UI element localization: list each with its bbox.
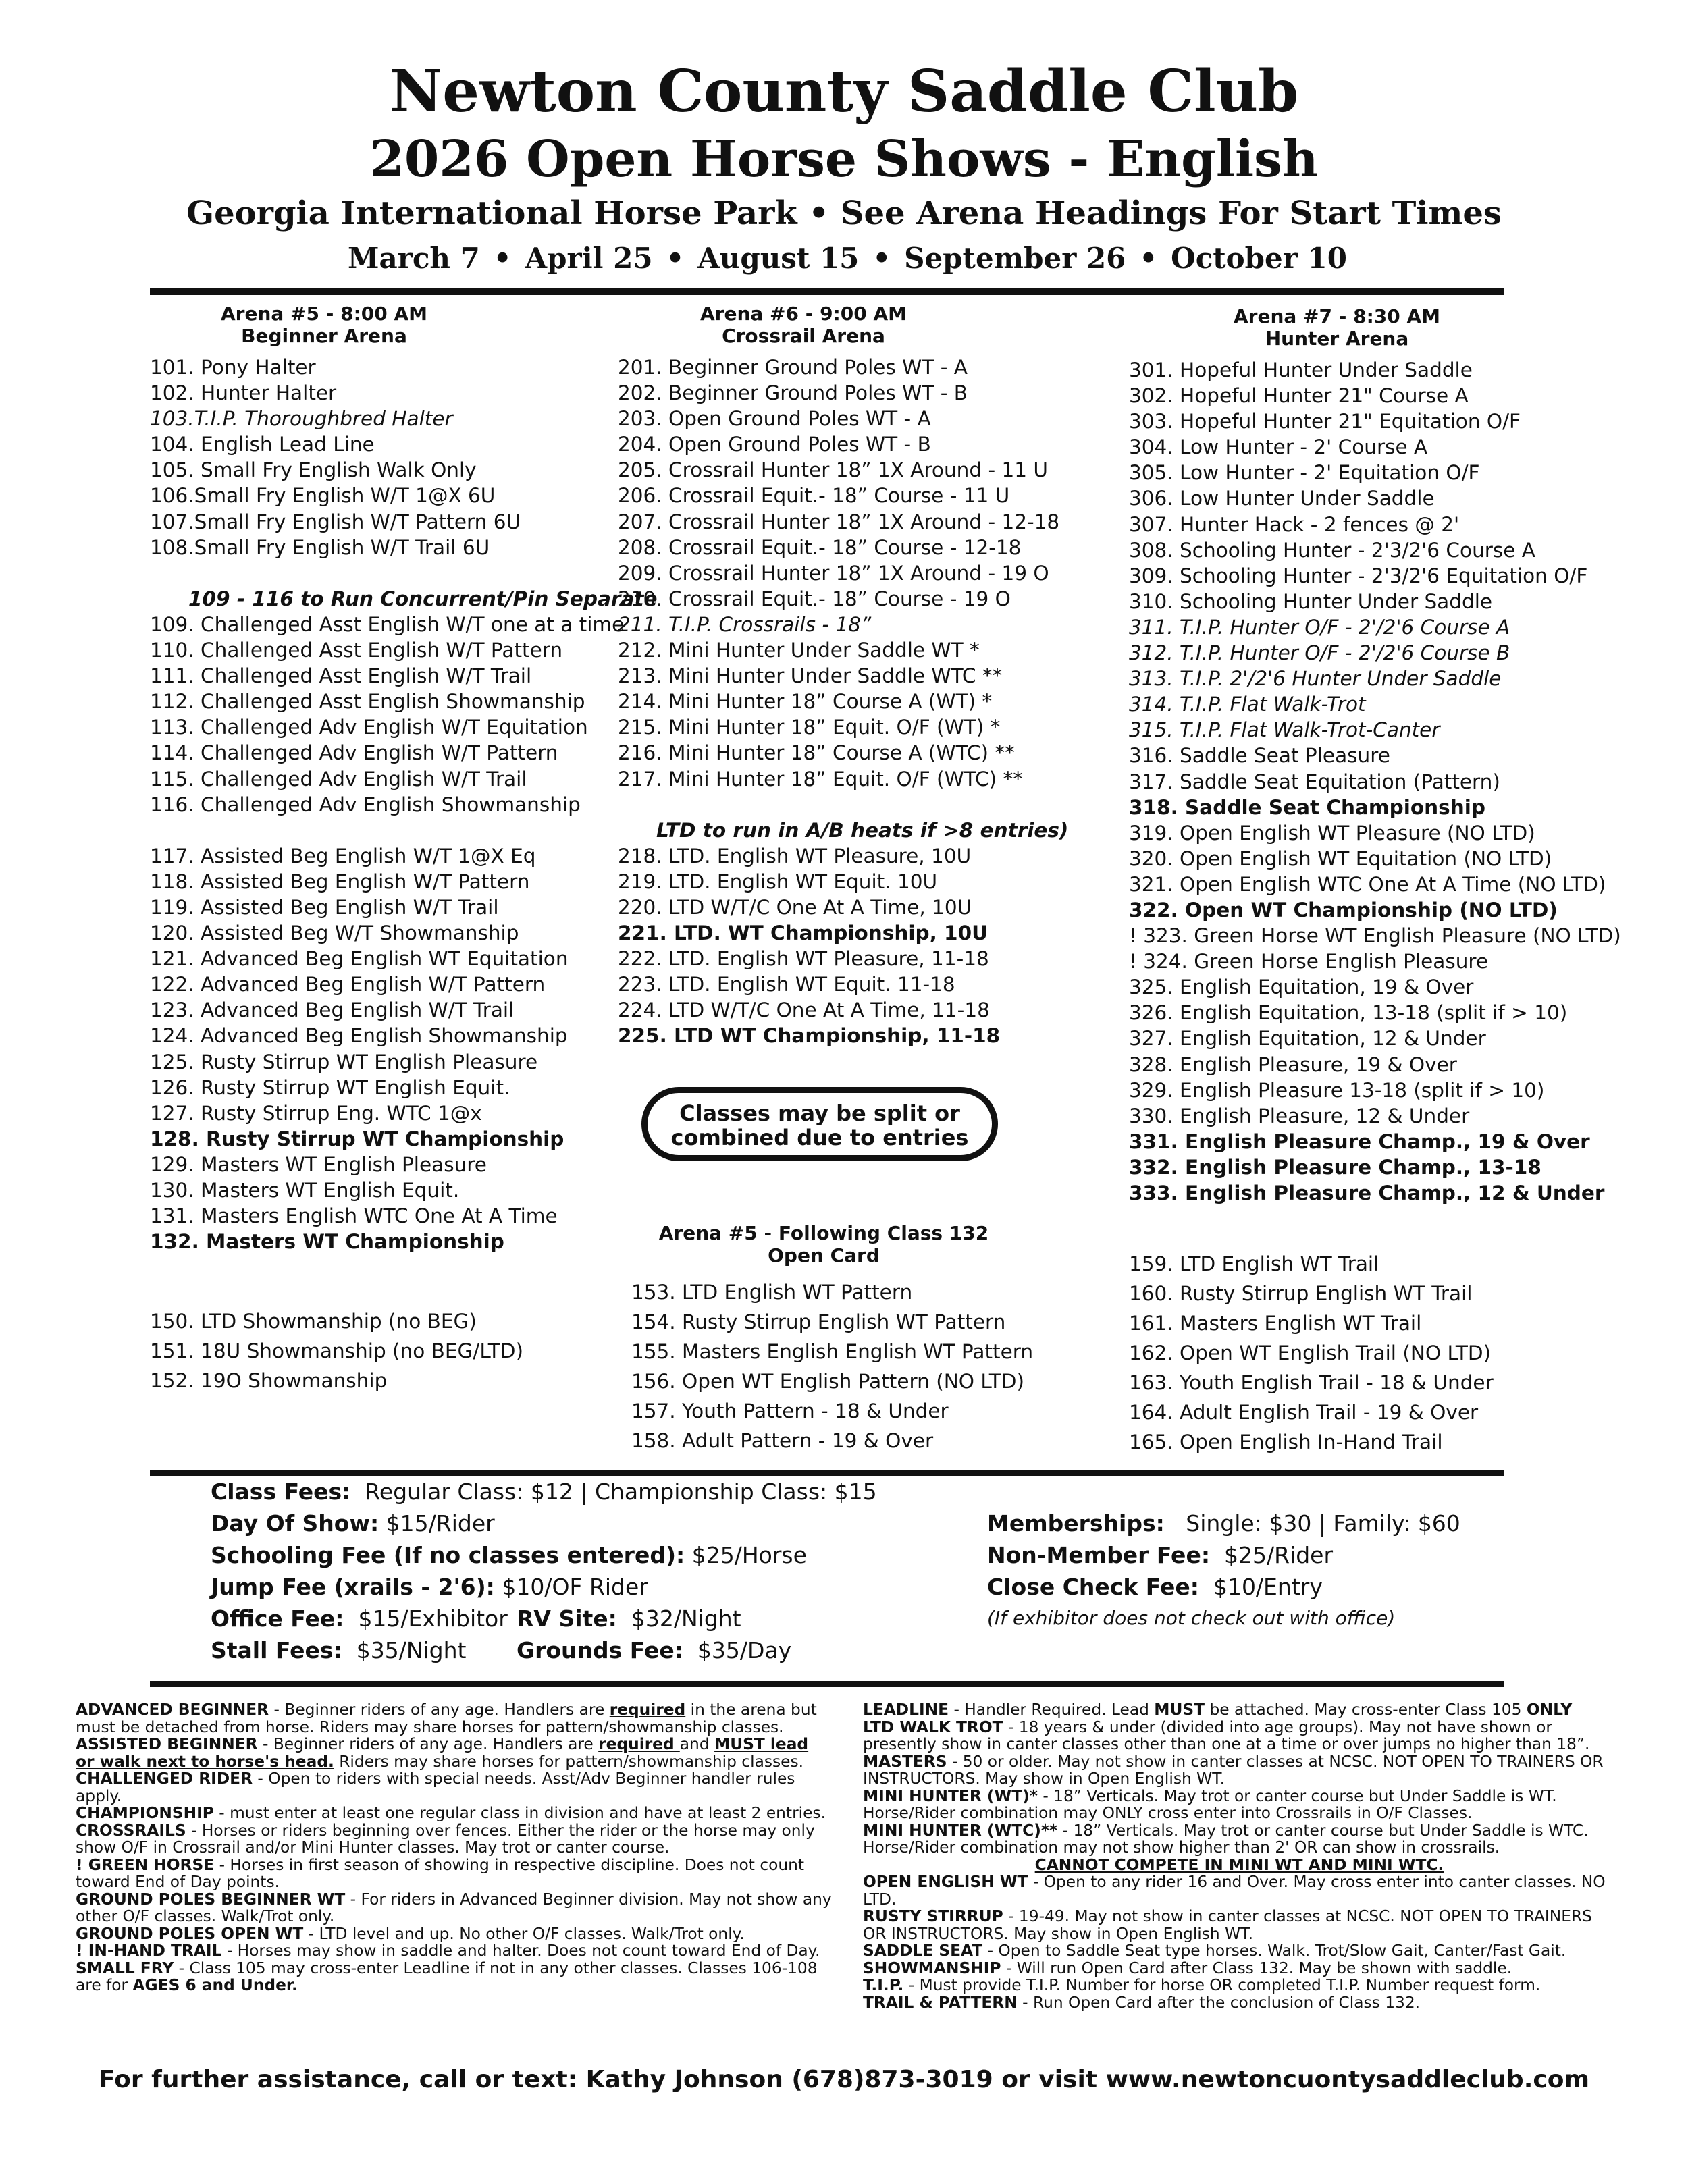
date-separator: •: [1139, 242, 1158, 275]
class-item: 316. Saddle Seat Pleasure: [1129, 744, 1390, 768]
fee-value: $10/OF Rider: [502, 1574, 648, 1600]
definitions-right: [863, 1701, 1616, 2011]
definition-entry: [76, 1701, 832, 1736]
split-notice-badge: [641, 1087, 998, 1161]
class-item: 117. Assisted Beg English W/T 1@X Eq: [150, 844, 536, 868]
class-item: 205. Crossrail Hunter 18” 1X Around - 11 U: [618, 458, 1048, 482]
class-item: 129. Masters WT English Pleasure: [150, 1152, 487, 1176]
class-item: 221. LTD. WT Championship, 10U: [618, 922, 988, 945]
definition-term: OPEN ENGLISH WT: [863, 1873, 1028, 1891]
class-item: 311. T.I.P. Hunter O/F - 2'/2'6 Course A: [1129, 615, 1510, 639]
non-member-fee: [987, 1542, 1333, 1568]
class-item: 301. Hopeful Hunter Under Saddle: [1129, 358, 1473, 381]
fee-label: Non-Member Fee:: [987, 1542, 1211, 1568]
list-item: 163. Youth English Trail - 18 & Under: [1129, 1371, 1494, 1394]
class-item: 128. Rusty Stirrup WT Championship: [150, 1127, 564, 1150]
class-item: 326. English Equitation, 13-18 (split if > 10): [1129, 1001, 1568, 1025]
definition-entry: [863, 1942, 1616, 1960]
definition-text: - must enter at least one regular class in division and have at least 2 entries.: [213, 1804, 826, 1822]
class-item: 206. Crossrail Equit.- 18” Course - 11 U: [618, 484, 1010, 508]
class-item: 109. Challenged Asst English W/T one at a time: [150, 612, 625, 636]
definition-text: - Horses may show in saddle and halter. Does not count toward End of Day.: [221, 1942, 820, 1960]
rv-site-fee: [517, 1605, 741, 1632]
class-item: 318. Saddle Seat Championship: [1129, 795, 1485, 819]
list-spacer: [618, 792, 1068, 818]
class-item: 201. Beginner Ground Poles WT - A: [618, 356, 968, 379]
class-item: 325. English Equitation, 19 & Over: [1129, 976, 1474, 999]
fee-value: Single: $30 | Family: $60: [1186, 1510, 1460, 1537]
arena5-subtitle: Beginner Arena: [241, 325, 407, 347]
class-item: 123. Advanced Beg English W/T Trail: [150, 998, 515, 1022]
definition-entry: [863, 1873, 1616, 1908]
class-item: 319. Open English WT Pleasure (NO LTD): [1129, 821, 1535, 845]
arena6-heading: [682, 302, 925, 347]
definition-text: Riders may share horses for pattern/showmanship classes.: [334, 1752, 804, 1771]
class-item: 203. Open Ground Poles WT - A: [618, 407, 931, 431]
class-item: 132. Masters WT Championship: [150, 1230, 504, 1254]
date-separator: •: [666, 242, 685, 275]
definition-entry: [76, 1770, 832, 1805]
class-fees: [211, 1479, 877, 1505]
class-item: 329. English Pleasure 13-18 (split if > 10): [1129, 1078, 1545, 1102]
definition-term: LEADLINE: [863, 1701, 949, 1719]
show-date: March 7: [348, 242, 480, 275]
class-item: 328. English Pleasure, 19 & Over: [1129, 1053, 1457, 1076]
class-item: 106.Small Fry English W/T 1@X 6U: [150, 484, 496, 508]
grounds-fee: [517, 1637, 791, 1663]
definition-text: AGES 6 and Under.: [132, 1976, 298, 1994]
class-item: ! 323. Green Horse WT English Pleasure (NO LTD): [1129, 924, 1621, 948]
definition-entry: [76, 1960, 832, 1994]
class-item: 217. Mini Hunter 18” Equit. O/F (WTC) **: [618, 767, 1024, 791]
fee-note: (If exhibitor does not check out with office): [987, 1607, 1396, 1629]
definition-text: required: [598, 1735, 680, 1753]
class-item: 113. Challenged Adv English W/T Equitation: [150, 716, 588, 739]
open-card-subtitle: Open Card: [768, 1244, 880, 1267]
class-item: 222. LTD. English WT Pleasure, 11-18: [618, 947, 989, 971]
class-item: 220. LTD W/T/C One At A Time, 10U: [618, 895, 972, 919]
definition-term: RUSTY STIRRUP: [863, 1907, 1003, 1925]
class-item: 214. Mini Hunter 18” Course A (WT) *: [618, 690, 993, 714]
arena5-title: Arena #5 - 8:00 AM: [220, 302, 428, 325]
class-item: 321. Open English WTC One At A Time (NO LTD): [1129, 872, 1606, 896]
list-item: 164. Adult English Trail - 19 & Over: [1129, 1401, 1479, 1424]
definition-entry: [76, 1942, 832, 1960]
definition-text: MUST: [1154, 1701, 1205, 1719]
definition-text: in the arena but must be detached from horse. Riders may share horses for pattern/showmanship classes.: [76, 1701, 817, 1736]
fee-label: RV Site:: [517, 1605, 617, 1632]
list-item: 153. LTD English WT Pattern: [631, 1281, 913, 1304]
list-item: 152. 19O Showmanship: [150, 1369, 388, 1392]
class-item: 102. Hunter Halter: [150, 381, 337, 405]
definition-term: MINI HUNTER (WT)*: [863, 1786, 1038, 1805]
section-note: LTD to run in A/B heats if >8 entries): [656, 818, 1069, 842]
class-item: 309. Schooling Hunter - 2'3/2'6 Equitation O/F: [1129, 564, 1588, 587]
definition-text: be attached. May cross-enter Class 105: [1205, 1701, 1527, 1719]
page-subtitle: 2026 Open Horse Shows - English: [369, 130, 1319, 188]
definitions-left: [76, 1701, 832, 1994]
close-check-fee: [987, 1574, 1323, 1600]
definition-text: - Beginner riders of any age. Handlers are: [257, 1735, 599, 1753]
arena5-class-list: [150, 354, 657, 1254]
definition-text: and: [679, 1735, 715, 1753]
date-separator: •: [493, 242, 512, 275]
fee-value: $15/Rider: [386, 1510, 495, 1537]
definition-text: - Handler Required. Lead: [949, 1701, 1155, 1719]
class-item: 125. Rusty Stirrup WT English Pleasure: [150, 1050, 538, 1073]
definition-term: TRAIL & PATTERN: [863, 1993, 1018, 2012]
class-item: 322. Open WT Championship (NO LTD): [1129, 898, 1558, 922]
definition-text: - 18” Verticals. May trot or canter course but Under Saddle is WT. Horse/Rider combination may ONLY cross enter into Crossrails in O/F Classes.: [863, 1786, 1557, 1822]
open-card-title: Arena #5 - Following Class 132: [658, 1222, 989, 1244]
definition-entry: [863, 1994, 1616, 2012]
class-item: 116. Challenged Adv English Showmanship: [150, 793, 581, 816]
fee-label: Jump Fee (xrails - 2'6):: [211, 1574, 495, 1600]
memberships-fee: [987, 1510, 1460, 1537]
class-item: 122. Advanced Beg English W/T Pattern: [150, 973, 546, 996]
class-item: 103.T.I.P. Thoroughbred Halter: [150, 407, 453, 431]
class-item: 207. Crossrail Hunter 18” 1X Around - 12-18: [618, 510, 1060, 533]
class-item: 223. LTD. English WT Equit. 11-18: [618, 973, 955, 996]
definition-text: - For riders in Advanced Beginner division. May not show any other O/F classes. Walk/Trot only.: [76, 1890, 832, 1925]
class-item: ! 324. Green Horse English Pleasure: [1129, 950, 1489, 974]
class-item: 105. Small Fry English Walk Only: [150, 458, 477, 482]
definition-term: CHALLENGED RIDER: [76, 1769, 253, 1788]
definition-text: ONLY: [1526, 1701, 1573, 1719]
class-item: 104. English Lead Line: [150, 433, 375, 456]
arena6-title: Arena #6 - 9:00 AM: [700, 302, 907, 325]
definition-entry: [863, 1960, 1616, 1977]
definition-text: - Horses in first season of showing in respective discipline. Does not count toward End of Day points.: [76, 1855, 805, 1891]
definition-text: - Open to riders with special needs. Asst/Adv Beginner handler rules apply.: [76, 1769, 795, 1805]
class-item: 225. LTD WT Championship, 11-18: [618, 1024, 1001, 1048]
class-item: 121. Advanced Beg English WT Equitation: [150, 947, 569, 971]
definition-term: ! IN-HAND TRAIL: [76, 1942, 222, 1960]
class-item: 216. Mini Hunter 18” Course A (WTC) **: [618, 741, 1015, 765]
top-divider: [150, 288, 1504, 295]
fee-label: Memberships:: [987, 1510, 1165, 1537]
class-item: 110. Challenged Asst English W/T Pattern: [150, 639, 563, 662]
class-item: 112. Challenged Asst English Showmanship: [150, 690, 585, 714]
notice-line: Classes may be split or: [679, 1100, 960, 1126]
definition-term: ! GREEN HORSE: [76, 1855, 215, 1874]
class-item: 212. Mini Hunter Under Saddle WT *: [618, 639, 980, 662]
definition-term: SHOWMANSHIP: [863, 1959, 1001, 1977]
jump-fee: [211, 1574, 648, 1600]
pattern-list: [631, 1277, 1033, 1456]
definition-entry: [863, 1857, 1616, 1874]
show-date: September 26: [904, 242, 1126, 275]
showmanship-list: [150, 1306, 523, 1395]
open-card-heading: [648, 1222, 999, 1267]
list-spacer: [150, 818, 657, 843]
show-date: October 10: [1171, 242, 1347, 275]
list-item: 154. Rusty Stirrup English WT Pattern: [631, 1310, 1006, 1333]
definition-text: - Open to any rider 16 and Over. May cross enter into canter classes. NO LTD.: [863, 1873, 1606, 1909]
close-check-note: [987, 1603, 1395, 1630]
definition-term: ASSISTED BEGINNER: [76, 1735, 258, 1753]
definition-text: - Horses or riders beginning over fences. Either the rider or the horse may only show O/F in Crossrail and/or Mini Hunter classes. May trot or canter course.: [76, 1821, 815, 1857]
class-item: 210. Crossrail Equit.- 18” Course - 19 O: [618, 587, 1011, 610]
definition-entry: [863, 1977, 1616, 1994]
list-item: 158. Adult Pattern - 19 & Over: [631, 1429, 934, 1452]
definition-text: - Run Open Card after the conclusion of Class 132.: [1017, 1993, 1421, 2012]
class-item: 315. T.I.P. Flat Walk-Trot-Canter: [1129, 718, 1440, 742]
definition-emphasis: CANNOT COMPETE IN MINI WT AND MINI WTC.: [1034, 1855, 1444, 1874]
stall-fee: [211, 1637, 466, 1663]
class-item: 310. Schooling Hunter Under Saddle: [1129, 589, 1493, 613]
definition-entry: [76, 1805, 832, 1822]
fee-value: $25/Rider: [1224, 1542, 1334, 1568]
definition-term: GROUND POLES BEGINNER WT: [76, 1890, 346, 1909]
fee-label: Day Of Show:: [211, 1510, 379, 1537]
definition-entry: [76, 1822, 832, 1857]
definition-entry: [76, 1891, 832, 1925]
class-item: 218. LTD. English WT Pleasure, 10U: [618, 844, 972, 868]
class-item: 131. Masters English WTC One At A Time: [150, 1204, 558, 1228]
arena7-subtitle: Hunter Arena: [1265, 327, 1409, 350]
definition-term: CHAMPIONSHIP: [76, 1804, 214, 1822]
list-item: 161. Masters English WT Trail: [1129, 1312, 1422, 1335]
fee-label: Stall Fees:: [211, 1637, 342, 1663]
class-item: 317. Saddle Seat Equitation (Pattern): [1129, 770, 1500, 793]
definition-entry: [76, 1857, 832, 1891]
list-item: 159. LTD English WT Trail: [1129, 1252, 1379, 1275]
venue-line: Georgia International Horse Park • See Arena Headings For Start Times: [186, 194, 1502, 232]
class-item: 215. Mini Hunter 18” Equit. O/F (WT) *: [618, 716, 1001, 739]
fee-value: $25/Horse: [691, 1542, 807, 1568]
list-item: 151. 18U Showmanship (no BEG/LTD): [150, 1339, 523, 1362]
class-item: 120. Assisted Beg W/T Showmanship: [150, 922, 519, 945]
class-item: 119. Assisted Beg English W/T Trail: [150, 895, 499, 919]
definition-term: MASTERS: [863, 1752, 947, 1771]
class-item: 303. Hopeful Hunter 21" Equitation O/F: [1129, 410, 1521, 433]
class-item: 107.Small Fry English W/T Pattern 6U: [150, 510, 521, 533]
definition-entry: [76, 1925, 832, 1943]
fee-value: $10/Entry: [1213, 1574, 1323, 1600]
definition-text: - Class 105 may cross-enter Leadline if not in any other classes. Classes 106-108 are for: [76, 1959, 818, 1994]
class-item: 111. Challenged Asst English W/T Trail: [150, 664, 532, 688]
date-separator: •: [872, 242, 891, 275]
class-item: 332. English Pleasure Champ., 13-18: [1129, 1155, 1541, 1179]
definition-term: T.I.P.: [863, 1976, 904, 1994]
definition-term: MINI HUNTER (WTC)**: [863, 1821, 1058, 1840]
fees-bottom-divider: [150, 1681, 1504, 1687]
class-item: 118. Assisted Beg English W/T Pattern: [150, 870, 530, 893]
class-item: 130. Masters WT English Equit.: [150, 1179, 460, 1202]
definition-term: ADVANCED BEGINNER: [76, 1701, 269, 1719]
contact-footer: For further assistance, call or text: Kathy Johnson (678)873-3019 or visit www.newtoncuontysaddleclub.com: [99, 2066, 1589, 2094]
fee-label: Close Check Fee:: [987, 1574, 1199, 1600]
list-item: 150. LTD Showmanship (no BEG): [150, 1310, 477, 1333]
arena5-heading: [203, 302, 446, 347]
definition-entry: [863, 1753, 1616, 1788]
arena6-class-list: [618, 354, 1068, 1049]
fee-label: Schooling Fee (If no classes entered):: [211, 1542, 685, 1568]
class-item: 314. T.I.P. Flat Walk-Trot: [1129, 693, 1366, 716]
day-of-show-fee: [211, 1510, 495, 1537]
fee-value: $35/Night: [356, 1637, 467, 1663]
class-item: 333. English Pleasure Champ., 12 & Under: [1129, 1181, 1605, 1204]
schooling-fee: [211, 1542, 807, 1568]
arena7-heading: [1215, 305, 1458, 350]
class-item: 204. Open Ground Poles WT - B: [618, 433, 931, 456]
list-item: 162. Open WT English Trail (NO LTD): [1129, 1341, 1492, 1364]
definition-term: CROSSRAILS: [76, 1821, 186, 1840]
class-item: 219. LTD. English WT Equit. 10U: [618, 870, 938, 893]
office-fee: [211, 1605, 508, 1632]
class-item: 101. Pony Halter: [150, 356, 316, 379]
definition-text: - LTD level and up. No other O/F classes. Walk/Trot only.: [303, 1924, 745, 1943]
show-dates: [348, 242, 1347, 275]
fee-label: Grounds Fee:: [517, 1637, 683, 1663]
fee-value: $15/Exhibitor: [358, 1605, 508, 1632]
page-title: Newton County Saddle Club: [389, 57, 1299, 126]
list-item: 157. Youth Pattern - 18 & Under: [631, 1400, 949, 1422]
definition-text: MUST lead or walk next to horse's head.: [76, 1735, 809, 1771]
definition-entry: [863, 1822, 1616, 1857]
class-item: 211. T.I.P. Crossrails - 18”: [618, 612, 872, 636]
class-item: 305. Low Hunter - 2' Equitation O/F: [1129, 461, 1480, 485]
list-item: 156. Open WT English Pattern (NO LTD): [631, 1370, 1024, 1393]
definition-term: SADDLE SEAT: [863, 1942, 983, 1960]
definition-text: - 18 years & under (divided into age groups). May not have shown or presently show in canter classes other than one at a time or over jumps no higher than 18”.: [863, 1717, 1590, 1753]
definition-entry: [863, 1701, 1616, 1719]
definition-text: - Open to Saddle Seat type horses. Walk. Trot/Slow Gait, Canter/Fast Gait.: [982, 1942, 1566, 1960]
fees-top-divider: [150, 1470, 1504, 1476]
definition-term: GROUND POLES OPEN WT: [76, 1924, 304, 1943]
class-item: 331. English Pleasure Champ., 19 & Over: [1129, 1129, 1590, 1153]
definition-text: - 19-49. May not show in canter classes at NCSC. NOT OPEN TO TRAINERS OR INSTRUCTORS. May show in Open English WT.: [863, 1907, 1592, 1943]
show-date: April 25: [525, 242, 653, 275]
list-item: 160. Rusty Stirrup English WT Trail: [1129, 1282, 1473, 1305]
definition-entry: [76, 1736, 832, 1770]
class-item: 209. Crossrail Hunter 18” 1X Around - 19 O: [618, 561, 1049, 585]
class-item: 307. Hunter Hack - 2 fences @ 2': [1129, 512, 1460, 536]
fee-value: $35/Day: [697, 1637, 792, 1663]
definition-entry: [863, 1719, 1616, 1753]
show-date: August 15: [697, 242, 860, 275]
definition-text: - 50 or older. May not show in canter classes at NCSC. NOT OPEN TO TRAINERS OR INSTRUCTORS. May show in Open English WT.: [863, 1752, 1604, 1788]
class-item: 308. Schooling Hunter - 2'3/2'6 Course A: [1129, 538, 1535, 562]
definition-entry: [863, 1788, 1616, 1822]
fee-value: $32/Night: [631, 1605, 741, 1632]
class-item: 127. Rusty Stirrup Eng. WTC 1@x: [150, 1101, 482, 1125]
list-item: 165. Open English In-Hand Trail: [1129, 1431, 1443, 1454]
section-note: 109 - 116 to Run Concurrent/Pin Separate: [188, 587, 658, 610]
definition-term: SMALL FRY: [76, 1959, 174, 1977]
definition-entry: [863, 1908, 1616, 1942]
class-item: 114. Challenged Adv English W/T Pattern: [150, 741, 558, 765]
class-item: 312. T.I.P. Hunter O/F - 2'/2'6 Course B: [1129, 641, 1510, 665]
definition-text: - Must provide T.I.P. Number for horse OR completed T.I.P. Number request form.: [903, 1976, 1541, 1994]
class-item: 306. Low Hunter Under Saddle: [1129, 487, 1435, 510]
class-item: 108.Small Fry English W/T Trail 6U: [150, 535, 490, 559]
class-item: 126. Rusty Stirrup WT English Equit.: [150, 1075, 510, 1099]
list-spacer: [150, 560, 657, 586]
class-item: 313. T.I.P. 2'/2'6 Hunter Under Saddle: [1129, 667, 1502, 691]
class-item: 320. Open English WT Equitation (NO LTD): [1129, 847, 1552, 870]
definition-text: - Beginner riders of any age. Handlers are: [269, 1701, 610, 1719]
class-item: 124. Advanced Beg English Showmanship: [150, 1024, 568, 1048]
trail-list: [1129, 1249, 1494, 1457]
class-item: 208. Crossrail Equit.- 18” Course - 12-18: [618, 535, 1022, 559]
definition-text: required: [609, 1701, 686, 1719]
class-item: 213. Mini Hunter Under Saddle WTC **: [618, 664, 1003, 688]
class-item: 115. Challenged Adv English W/T Trail: [150, 767, 527, 791]
arena6-subtitle: Crossrail Arena: [722, 325, 885, 347]
definition-term: LTD WALK TROT: [863, 1717, 1003, 1736]
class-item: 224. LTD W/T/C One At A Time, 11-18: [618, 998, 990, 1022]
class-item: 302. Hopeful Hunter 21" Course A: [1129, 384, 1469, 408]
fee-label: Class Fees:: [211, 1479, 351, 1505]
fee-value: Regular Class: $12 | Championship Class: $15: [365, 1479, 877, 1505]
class-item: 330. English Pleasure, 12 & Under: [1129, 1104, 1470, 1127]
notice-line: combined due to entries: [670, 1125, 969, 1150]
class-item: 327. English Equitation, 12 & Under: [1129, 1027, 1486, 1050]
class-item: 304. Low Hunter - 2' Course A: [1129, 435, 1428, 459]
fee-label: Office Fee:: [211, 1605, 344, 1632]
list-item: 155. Masters English English WT Pattern: [631, 1340, 1034, 1363]
arena7-class-list: [1129, 357, 1621, 1206]
definition-text: - Will run Open Card after Class 132. May be shown with saddle.: [1001, 1959, 1512, 1977]
arena7-title: Arena #7 - 8:30 AM: [1233, 305, 1441, 327]
class-item: 202. Beginner Ground Poles WT - B: [618, 381, 968, 405]
definition-text: - 18” Verticals. May trot or canter course but Under Saddle is WTC. Horse/Rider combination may not show higher than 2' OR can show in crossrails.: [863, 1821, 1589, 1857]
